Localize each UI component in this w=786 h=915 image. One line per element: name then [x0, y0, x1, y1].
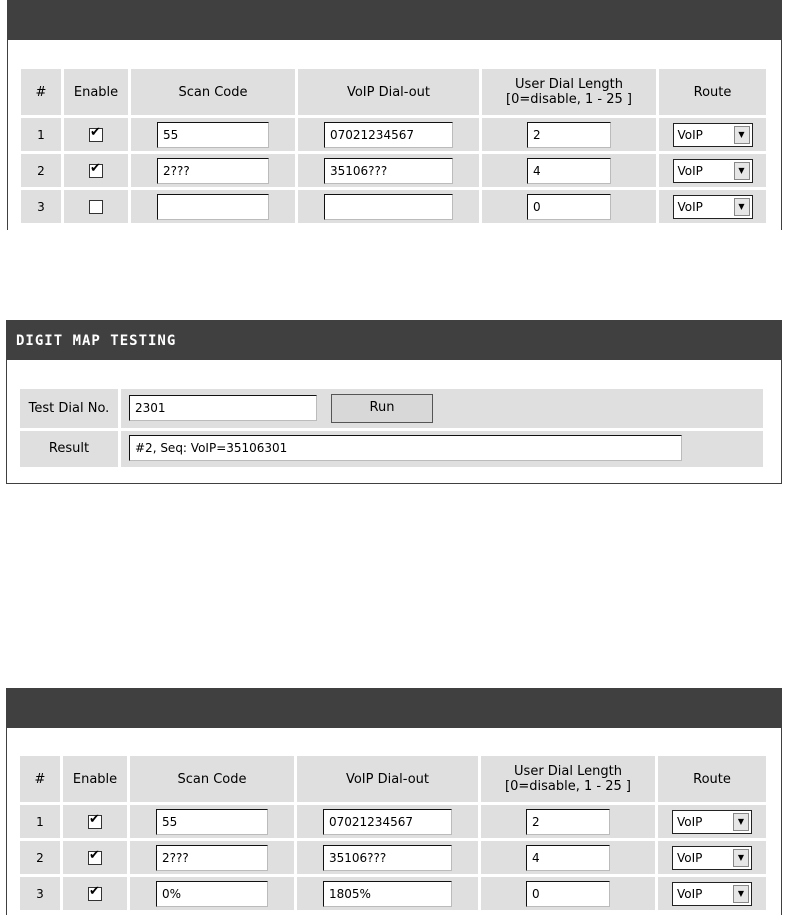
enable-cell [63, 877, 127, 910]
checkmark-icon: ✔ [89, 883, 100, 899]
column-header-scan-code: Scan Code [131, 69, 295, 115]
checkmark-icon: ✔ [90, 124, 101, 140]
chevron-down-icon[interactable]: ▼ [733, 885, 749, 903]
column-header-user-dial-length [481, 756, 655, 802]
dial-length-cell [481, 841, 655, 874]
row-number: 1 [21, 118, 61, 151]
voip-dialout-cell [297, 841, 478, 874]
route-select[interactable] [672, 810, 752, 834]
enable-checkbox[interactable] [89, 160, 103, 178]
route-cell [659, 118, 766, 151]
result-output: #2, Seq: VoIP=35106301 [129, 435, 682, 461]
enable-checkbox[interactable] [89, 200, 103, 214]
dial-length-input[interactable]: 4 [527, 158, 611, 184]
dial-length-input[interactable]: 2 [527, 122, 611, 148]
route-selected-value: VoIP [677, 127, 703, 142]
enable-cell [64, 118, 128, 151]
route-cell [658, 877, 766, 910]
enable-checkbox[interactable] [88, 811, 102, 829]
enable-checkbox[interactable] [88, 847, 102, 865]
route-select[interactable] [673, 195, 753, 219]
dial-length-input[interactable]: 0 [527, 194, 611, 220]
row-number: 3 [21, 190, 61, 223]
dial-length-cell [482, 154, 656, 187]
route-select[interactable] [672, 846, 752, 870]
table-row [20, 841, 766, 874]
route-cell [658, 841, 766, 874]
scan-code-input[interactable]: 55 [156, 809, 268, 835]
scan-code-cell [130, 805, 294, 838]
route-selected-value: VoIP [677, 199, 703, 214]
run-button[interactable]: Run [331, 394, 433, 423]
column-header-number: # [20, 756, 60, 802]
checkmark-icon: ✔ [90, 160, 101, 176]
chevron-down-icon[interactable]: ▼ [733, 849, 749, 867]
route-select[interactable] [673, 159, 753, 183]
table-row [21, 154, 766, 187]
checkmark-icon: ✔ [89, 811, 100, 827]
table-row [21, 190, 766, 223]
voip-dialout-input[interactable]: 1805% [323, 881, 452, 907]
scan-code-input[interactable]: 2??? [157, 158, 269, 184]
route-cell [659, 154, 766, 187]
panel-header-bar [8, 1, 781, 40]
user-dial-length-title: User Dial Length [514, 764, 622, 779]
column-header-number: # [21, 69, 61, 115]
voip-dialout-input[interactable]: 07021234567 [323, 809, 452, 835]
voip-dialout-cell [298, 118, 479, 151]
user-dial-length-range: [0=disable, 1 - 25 ] [506, 92, 632, 107]
user-dial-length-title: User Dial Length [515, 77, 623, 92]
voip-dialout-input[interactable]: 35106??? [324, 158, 453, 184]
dial-length-input[interactable]: 4 [526, 845, 610, 871]
dial-length-cell [482, 190, 656, 223]
checkmark-icon: ✔ [89, 847, 100, 863]
voip-dialout-cell [297, 805, 478, 838]
enable-checkbox[interactable] [89, 124, 103, 142]
digit-map-table-2 [17, 753, 769, 913]
scan-code-input[interactable]: 55 [157, 122, 269, 148]
route-select[interactable] [672, 882, 752, 906]
column-header-enable: Enable [63, 756, 127, 802]
scan-code-cell [130, 877, 294, 910]
dial-length-cell [481, 877, 655, 910]
route-cell [659, 190, 766, 223]
column-header-user-dial-length [482, 69, 656, 115]
enable-cell [63, 805, 127, 838]
panel-header-bar [7, 689, 781, 728]
voip-dialout-input[interactable]: 35106??? [323, 845, 452, 871]
table-row [21, 118, 766, 151]
test-dial-label: Test Dial No. [20, 389, 121, 428]
route-selected-value: VoIP [677, 850, 703, 865]
scan-code-input[interactable]: 2??? [156, 845, 268, 871]
column-header-scan-code: Scan Code [130, 756, 294, 802]
column-header-route: Route [658, 756, 766, 802]
column-header-route: Route [659, 69, 766, 115]
enable-checkbox[interactable] [88, 883, 102, 901]
voip-dialout-input[interactable] [324, 194, 453, 220]
route-cell [658, 805, 766, 838]
enable-cell [64, 190, 128, 223]
result-label: Result [20, 431, 121, 467]
scan-code-cell [131, 154, 295, 187]
digit-map-table-1 [18, 66, 769, 226]
test-dial-input[interactable]: 2301 [129, 395, 317, 421]
chevron-down-icon[interactable]: ▼ [733, 813, 749, 831]
row-number: 2 [20, 841, 60, 874]
dial-length-cell [482, 118, 656, 151]
user-dial-length-range: [0=disable, 1 - 25 ] [505, 779, 631, 794]
column-header-voip-dialout: VoIP Dial-out [297, 756, 478, 802]
dial-length-input[interactable]: 0 [526, 881, 610, 907]
scan-code-cell [131, 118, 295, 151]
dial-length-input[interactable]: 2 [526, 809, 610, 835]
row-number: 1 [20, 805, 60, 838]
chevron-down-icon[interactable]: ▼ [734, 162, 750, 180]
column-header-enable: Enable [64, 69, 128, 115]
route-select[interactable] [673, 123, 753, 147]
route-selected-value: VoIP [677, 163, 703, 178]
table-row [20, 805, 766, 838]
voip-dialout-cell [298, 190, 479, 223]
scan-code-input[interactable] [157, 194, 269, 220]
scan-code-cell [131, 190, 295, 223]
row-number: 3 [20, 877, 60, 910]
voip-dialout-input[interactable]: 07021234567 [324, 122, 453, 148]
column-header-voip-dialout: VoIP Dial-out [298, 69, 479, 115]
chevron-down-icon[interactable]: ▼ [734, 126, 750, 144]
row-number: 2 [21, 154, 61, 187]
chevron-down-icon[interactable]: ▼ [734, 198, 750, 216]
route-selected-value: VoIP [677, 814, 703, 829]
voip-dialout-cell [298, 154, 479, 187]
scan-code-cell [130, 841, 294, 874]
enable-cell [63, 841, 127, 874]
voip-dialout-cell [297, 877, 478, 910]
enable-cell [64, 154, 128, 187]
scan-code-input[interactable]: 0% [156, 881, 268, 907]
dial-length-cell [481, 805, 655, 838]
digit-map-testing-title: DIGIT MAP TESTING [7, 321, 781, 360]
table-row [20, 877, 766, 910]
route-selected-value: VoIP [677, 886, 703, 901]
